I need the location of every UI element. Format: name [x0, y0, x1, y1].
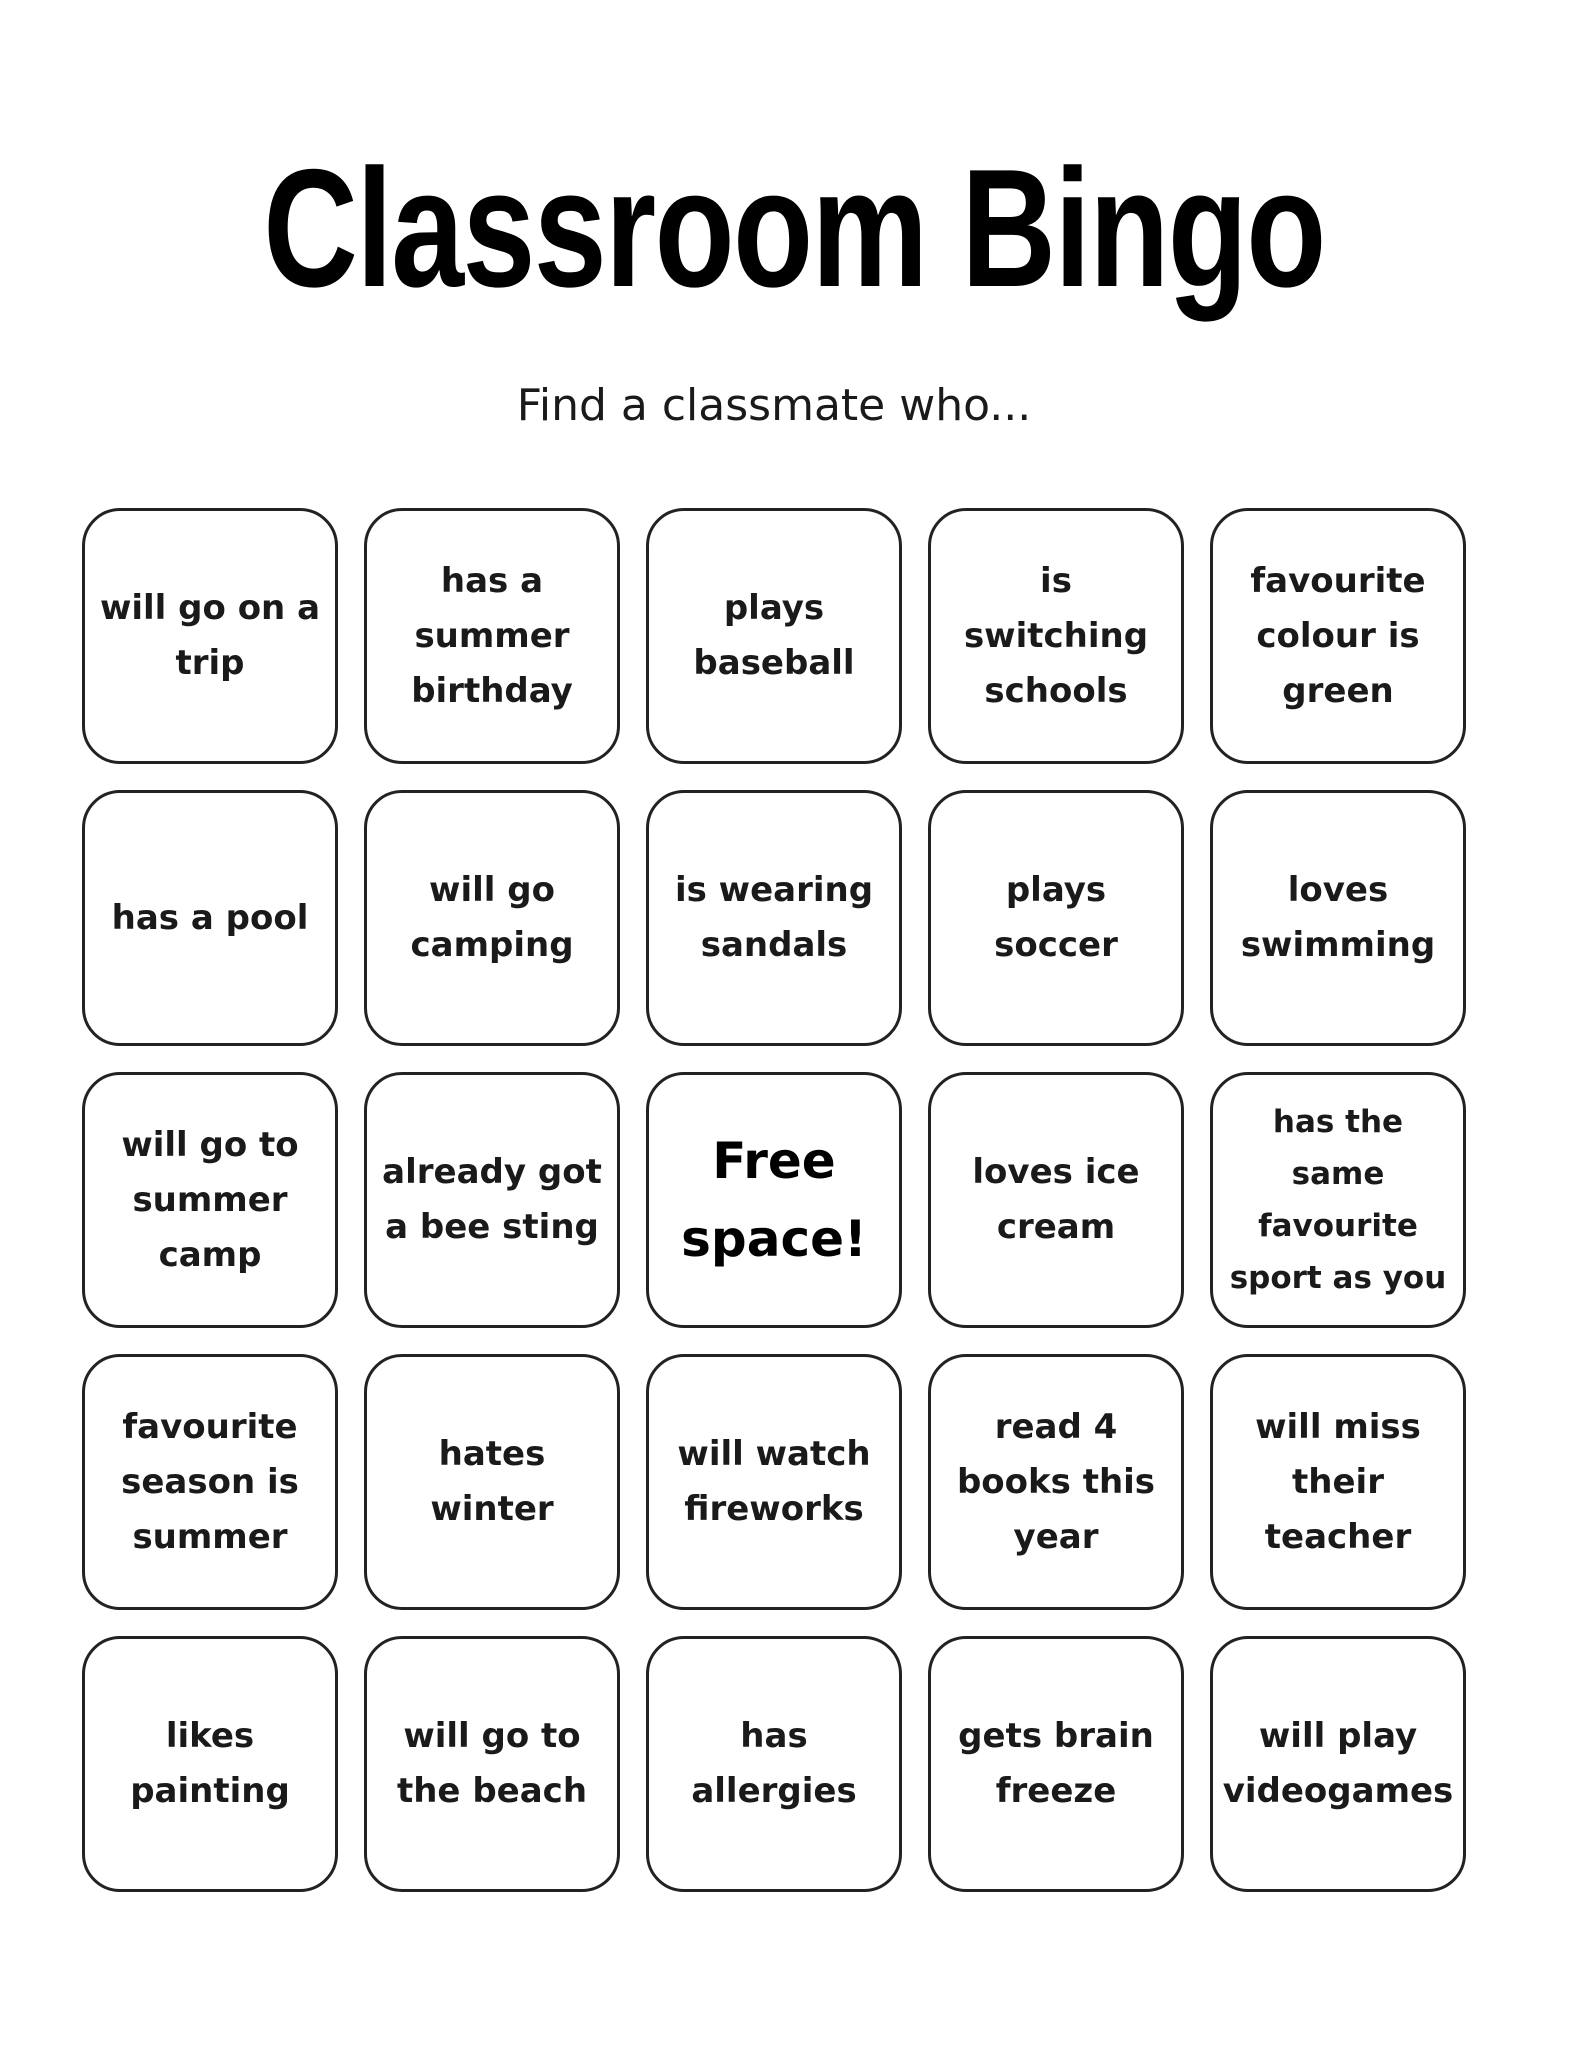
bingo-cell-label: has a summer birthday	[411, 560, 573, 711]
bingo-cell[interactable]	[364, 508, 620, 764]
bingo-cell-label: will go camping	[410, 870, 574, 965]
bingo-cell[interactable]	[1210, 1636, 1466, 1892]
bingo-cell[interactable]	[646, 1354, 902, 1610]
bingo-cell-label: already got a bee sting	[382, 1152, 602, 1247]
bingo-cell[interactable]	[364, 1354, 620, 1610]
bingo-cell[interactable]	[1210, 1354, 1466, 1610]
bingo-cell-label: plays baseball	[693, 588, 855, 683]
bingo-cell-label: has a pool	[111, 897, 309, 938]
bingo-cell-label: is switching schools	[963, 560, 1149, 711]
bingo-cell-label: read 4 books this year	[956, 1406, 1156, 1557]
free-space-cell[interactable]	[646, 1072, 902, 1328]
bingo-cell[interactable]	[82, 1072, 338, 1328]
bingo-cell[interactable]	[646, 1636, 902, 1892]
bingo-cell[interactable]	[928, 790, 1184, 1046]
bingo-cell-label: will miss their teacher	[1255, 1406, 1421, 1557]
bingo-cell[interactable]	[82, 1636, 338, 1892]
bingo-cell[interactable]	[646, 508, 902, 764]
bingo-cell[interactable]	[364, 790, 620, 1046]
bingo-cell-label: loves ice cream	[972, 1152, 1140, 1247]
bingo-cell-label: will play videogames	[1222, 1716, 1454, 1811]
bingo-cell[interactable]	[82, 790, 338, 1046]
bingo-cell[interactable]	[1210, 508, 1466, 764]
bingo-cell-label: has allergies	[691, 1716, 857, 1811]
bingo-cell[interactable]	[364, 1636, 620, 1892]
bingo-cell-label: will go to summer camp	[121, 1124, 299, 1275]
bingo-cell-label: favourite colour is green	[1250, 560, 1426, 711]
bingo-cell-label: hates winter	[430, 1434, 554, 1529]
bingo-cell[interactable]	[364, 1072, 620, 1328]
bingo-cell-label: favourite season is summer	[121, 1406, 299, 1557]
bingo-cell[interactable]	[1210, 1072, 1466, 1328]
bingo-cell[interactable]	[928, 1072, 1184, 1328]
bingo-cell-label: will watch fireworks	[677, 1434, 871, 1529]
bingo-cell[interactable]	[928, 1636, 1184, 1892]
bingo-cell-label: has the same favourite sport as you	[1229, 1104, 1447, 1296]
bingo-cell-label: plays soccer	[994, 870, 1118, 965]
bingo-cell-label: loves swimming	[1240, 870, 1436, 965]
bingo-cell[interactable]	[82, 1354, 338, 1610]
bingo-cell[interactable]	[1210, 790, 1466, 1046]
bingo-cell-label: likes painting	[130, 1716, 290, 1811]
bingo-cell[interactable]	[928, 508, 1184, 764]
bingo-cell[interactable]	[82, 508, 338, 764]
bingo-cell-label: is wearing sandals	[674, 870, 874, 965]
bingo-cell-label: gets brain freeze	[958, 1716, 1154, 1811]
bingo-cell[interactable]	[646, 790, 902, 1046]
bingo-board	[82, 508, 1466, 1892]
bingo-cell-label: will go on a trip	[99, 588, 321, 683]
page-title: Classroom Bingo	[263, 134, 1325, 322]
bingo-cell-label: will go to the beach	[396, 1716, 588, 1811]
free-space-label: Free space!	[681, 1132, 867, 1268]
bingo-cell[interactable]	[928, 1354, 1184, 1610]
page-subtitle: Find a classmate who...	[516, 380, 1032, 431]
